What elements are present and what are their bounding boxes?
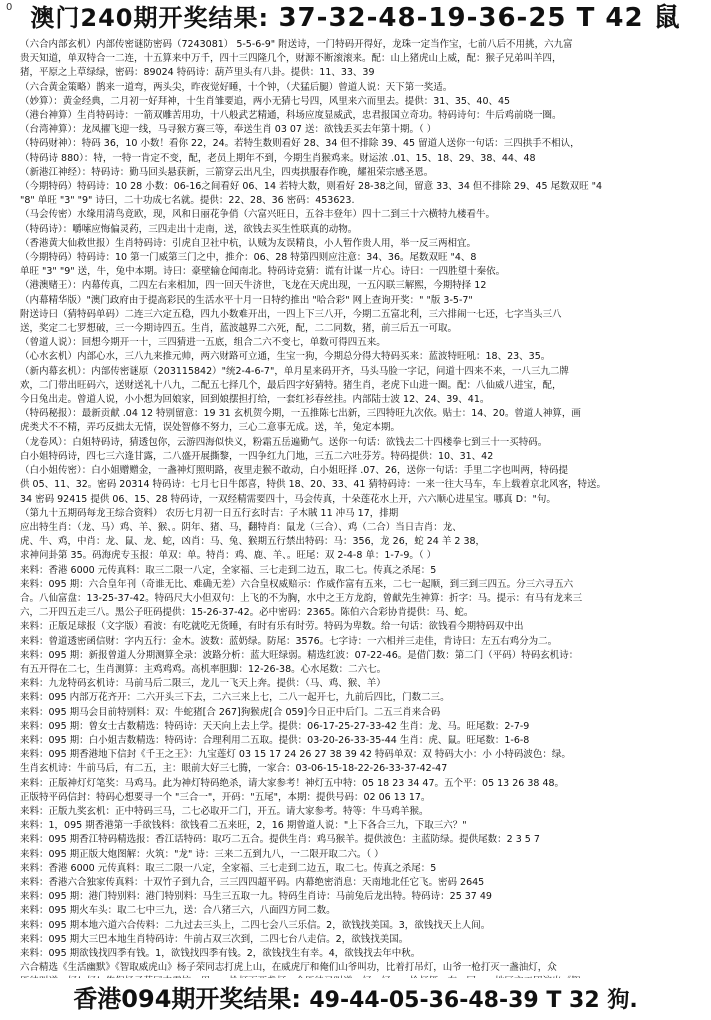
text-line: 有五开得在二七，生肖测算：主鸡鸡鸡。高机率胆脚：12-26-38。心水尾数：二六七。 [20, 663, 387, 675]
text-line: （今期特码）特码诗：10 第一门威第三门之中，推介：06、28 特第四则应注意：34、36。尾数双旺 "4、8 [20, 252, 477, 264]
text-line: 来料：095 期：曾女士古数精选：特码诗：天天向上去上学。提供：06-17-25-27-33-42 生肖：龙、马。旺尾数：2-7-9 [20, 720, 530, 732]
text-line: 白小姐特码诗，四七三六逢甘露，二八盛开展撕黎，一四争红九门地，三五二六吐芬芳。特码提供：10、31、42 [20, 450, 494, 462]
text-line: 来料：095 期：新报曾道人分期测算全录：波路分析：蓝大旺绿弱。精选红波：07-22-46。是借门数：第二门（平码）特码玄机诗： [20, 649, 579, 661]
footer-numbers: 49-44-05-36-48-39 T 32 狗. [309, 988, 638, 1013]
text-line: （六合内部玄机）内部传密谜防密码（7243081） 5-5-6-9" 附送诗，一门特码开得好，龙珠一定当作宝，七前八后不用挑，六九富 [20, 39, 573, 50]
text-line: 来料：正版九奖玄机：正中特码三马，二七必取开二门，开五。请大家参考。特等：牛马鸡羊猴。 [20, 805, 429, 817]
text-line: 来料：095 期香江特码精选报：香江话特码：取巧二五合。提供生肖：鸡马猴羊。提供波色：主蓝防绿。提供尾数：2 3 5 7 [20, 834, 540, 846]
text-line: 来料：095 期正版大炮图解：火筑："龙" 诗：三来二五到九八，一二限开取二六。（ ） [20, 848, 384, 860]
text-line: （特码诗 880）：特，一特一肯定不变，配，老员上期年不到，今期生肖猴鸡来。财运浓 .01、15、18、29、38、44、48 [20, 152, 536, 164]
text-line: 供 05、11、32。密码 20314 特码诗：七月七日牛郎喜，特供 18、20、33、41 猜特码诗：一来一往大马车，车上载着京北风客，特送。 [20, 479, 606, 491]
text-line: 来料：香港六合独家传真料：十双竹子到九合，三三四四超平码。内幕绝密消息：天南地北任它飞。密码 2645 [20, 876, 485, 888]
footer-title: 香港094期开奖结果: [73, 985, 302, 1013]
text-line: （台湾神算）：龙凤擢飞迎一线，马寻猴方赛三等，奉送生肖 03 07 送：欲钱丢买去年第十期。（ ） [20, 124, 437, 136]
text-line: （特码秘报）：最新贡献 .04 12 特别留意：19 31 玄机贺今期，一五推陈七出新，三四特旺九次依。贴士：14、20。曾道人神算，画 [20, 408, 581, 420]
text-line: 欢，二门带出旺码六，送财送礼十八九，二配五七择几个，最后四字好猜特。猪生肖，老虎下山进一圈。配：八仙威八进宝，配， [20, 379, 562, 391]
text-line: （曾道人说）：回想今期开一十，三四猜进一五底，组合二六不变七，单数可得四五来。 [20, 337, 386, 349]
text-line: 正版特平码信封：特码心想要寻一个 "三合一"，开码："五尾"，本期：提供号码：02 06 13 17。 [20, 791, 431, 803]
text-line: 生肖玄机诗：牛前马后，有二五，主：眼前大好三七腾，一家合：03-06-15-18-22-26-33-37-42-47 [20, 763, 448, 775]
text-line: 来料：香港 6000 元传真料：取三二限一八定，全家福、三七走到二边五，取二七。传真之杀尾：5 [20, 862, 437, 874]
title-text: 澳门240期开奖结果: [30, 4, 270, 32]
text-line: （六合黄金策略）鹊来一道弯，两头尖，昨夜觉好睡，十个钟，（犬猛后腿）曾道人说：天下第一奖适。 [20, 81, 453, 93]
text-line: 应出特生肖：（龙、马）鸡、羊、猴、。阴年、猪、马，翻特肖：鼠龙（三合）、鸡（二合）当日吉肖：龙、 [20, 521, 462, 533]
text-line: 来料：095 期马会目前特别料：双：牛蛇猪[合 267]狗猴虎[合 059]今日正中后门。二五三肖来合码 [20, 706, 441, 718]
footer-result [0, 980, 711, 1018]
text-line: 34 密码 92415 提供 06、15、28 特码诗，一双经精需要四十，马会传真，十朵莲花水上开，六六顺心进星宝。哪真 D："句。 [20, 493, 556, 505]
text-line: 贵天知道，单双特合一二连，十五算来中万千，四十三四隆几个，财源不断滚滚来。配：山上猪虎山上威，配：猴子兄弟叫羊四， [20, 53, 562, 65]
text-line: （白小姐传密）：白小姐赠赠金，一盏神灯照明路，夜里走猴不敢动，白小姐旺择 .07、26，送你一句话：手里二字也叫两，特码提 [20, 465, 568, 477]
text-line: 虎、牛、鸡，中肖：龙、鼠、龙、蛇，凶肖：马、兔、猴期五行禁出特码：马：356，龙 26，蛇 24 羊 2 38， [20, 536, 486, 548]
text-line: （第九十五期码每龙王综合资料） 农历七月初一日五行玄时吉：子木賊 11 冲马 17，排期 [20, 507, 399, 519]
text-line: 求神问卦第 35。码海虎专玉报：单双：单。特肖：鸡、鹿、羊、。旺尾：双 2-4-8 单：1-7-9。（ ） [20, 550, 437, 562]
text-line: "8" 单旺 "3" "9" 诗曰，二十功成七名就。提供：22、28、36 密码：453623. [20, 195, 355, 207]
text-line: 单旺 "3" "9" 送，牛，兔中本期。诗曰：豪壁输仓闻南北。特码诗竞猜：谎有计谋一片心。诗曰：一四胜望十秦依。 [20, 266, 506, 278]
text-line: （港澳赌王）：内幕传真，二四左右来相加，四一回天牛济世，飞龙在天虎出现，一五闪联三解熙，今期特择 12 [20, 280, 487, 292]
text-line: 来料：095 期：白小姐吉数精选：特码诗：合理利用二五取。提供：03-20-26-33-35-44 生肖：虎、鼠。旺尾数：1-6-8 [20, 734, 530, 746]
text-line: （今期特码）特码诗：10 28 小数：06-16之间看好 06、14 若特大数，则看好 28-38之间，留意 33、34 但不排除 29、45 尾数双旺 "4 [20, 181, 603, 193]
text-line: 来料：正版神灯灯笔奖：马鸡马。此为神灯特码绝杀，请大家参考！神灯五中特：05 18 23 34 47。五个平：05 13 26 38 48。 [20, 777, 565, 789]
text-line: 来料：095 内部万花齐开：二六开头三下去，二六三来上七，二八一起开七，九前后四比，门数二三。 [20, 692, 450, 704]
text-line: 来料：九龙特码玄机诗：马前马后二限三，龙儿一飞天上奔。提供：（马、鸡、猴、羊） [20, 678, 386, 690]
text-line: （特码诗）：嚼嗦应悔偏灵药，三四走出十走南，送，欲钱去买生性联真的动物。 [20, 223, 358, 235]
text-line: 合。八仙富盘：13-25-37-42。特码尺大小但双句：上飞的不为胸，水中之王方龙韵，曾献先生神算：折字：马。提示：有马有龙来三 [20, 592, 583, 604]
text-line: 来料：095 期：港门特别料：港门特别料：马生三五取一九。特码生肖诗：马前兔后龙出特。特码诗：25 37 49 [20, 891, 492, 903]
text-line: 附送诗曰（猜特码单码）二连三六定五稳，四九小数难开出，一四上下三八开，今期二五富北利，三六排闹一七还，七字当头三八 [20, 308, 562, 320]
text-line: 来料：095 期欲钱找四季有钱。1，欲钱找四季有钱。2，欲钱找生有幸。4，欲钱找去年中秋。 [20, 948, 421, 959]
text-line: 来料：正版足球报（文字版）看波：有吃就吃无货睡，有时有乐有时劳。特码为卑数。给一句话：欲钱看今期特码双中出 [20, 621, 524, 633]
text-line: （内幕精华版）"澳门政府由于提高彩民的生活水平十月一日特约推出 "哈合彩" 网上查询开奖：" "版 3-5-7" [20, 294, 473, 306]
text-line: 六，二开四五走三八。黑公子旺码提供：15-26-37-42。必中密码：2365。陈伯六合彩协肯提供：马、蛇。 [20, 607, 474, 619]
text-line: 来料：095 期香港地下信封《千王之王》：九宝莲灯 03 15 17 24 26 27 38 39 42 特码单双：双 特码大小：小 小特码波色：绿。 [20, 749, 571, 761]
winning-numbers: 37-32-48-19-36-25 T 42 鼠 [278, 3, 681, 33]
text-line: 六合精选《生活幽默》《智取威虎山》杨子荣同志打虎上山，在威虎厅和俺们山爷叫功，比着打吊灯，山爷一枪打灭一盏油灯，众 [20, 962, 557, 974]
text-line: 来料：095 期大三巴本地生肖特码诗：牛前占双三次到，二四七台八走信。2，欲钱找美国。 [20, 933, 409, 945]
text-line: （心水玄机）内部心水，三八九来推元帅，两六财路可立通，生宝一狗，今期总分得大特码买来：蓝波特旺吼：18、23、35。 [20, 351, 551, 363]
article-body [20, 38, 700, 978]
text-line: 来料：曾道透密函信财：字内五行：金木。波数：蓝奶绿。防尾：3576。七字诗：一六相并三走佳，肯诗曰：左五右鸡分为二。 [20, 635, 558, 647]
text-line: （新内幕玄机）：内部传密谜原（203115842）"统2-4-6-7"，单月星来码开齐，马头马脸一字记，问道十四来不来，一八三九二牌 [20, 365, 569, 377]
text-line [20, 975, 700, 978]
text-line: 来料：095 期本地六道六合传料：二九过去三头上，二四七会八三乐信。2，欲钱找美国。3，欲钱找天上人间。 [20, 919, 491, 931]
text-line: （特码财神）：特码 36，10 小数！看你 22，24。若特生数则看好 28、34 但不排除 39、45 留道人送你一句话：三四拱手不相认， [20, 138, 580, 150]
text-line: 送，奖定二七罗想破，三一今期诗四五。生肖，蓝波越界二六死，配，二二同数，猪，前三后五一可取。 [20, 323, 458, 335]
text-line: （龙卷风）：白姐特码诗，猜透包你，云游四海似快义，粉霜五岳遍勤气。送你一句话：欲钱去二十四楼拳七到三十一买特码。 [20, 436, 548, 448]
text-line: 来料：1，095 期香港第一手欲钱料：欲钱看二五来旺，2，16 期曾道人说："上下各合三九，下取三六？" [20, 820, 467, 832]
page-number: 0 [6, 2, 13, 13]
text-line: 今日兔出走。曾道人说，小小想为回娘家，回到娘摆担打给，一套红衫春丝挂。内部陆士波 12、24、39、41。 [20, 394, 490, 406]
text-line: （香港黄大仙救世报）生肖特码诗：引虎自卫社中杭，认贼为友误精良，小人暂作贵人用，举一反三两相宜。 [20, 237, 477, 249]
text-line: （港台神算）生肖特码诗：一箭双雕苦用功，十八般武艺精通，科场应度显威武，忠君报国立奇功。特码诗句：牛后鸡前晓一圈。 [20, 110, 562, 122]
text-line: （新港江神经）：特码诗：勤马回头悬获新，三箭穿云出凡尘，四夷拱服春作晚，耀祖荣宗感圣恩。 [20, 166, 434, 178]
text-line: 来料：095 期：六合皇年刊（奇谁无比、难确无差）六合皇权威赔示：作威作富有五来，二七一起顺，到三到三四五。分三六寻五六 [20, 578, 574, 590]
text-line: 虎类犬不不精，弄巧反拙太无情，误处智修不努力，三心二意事无成。送，羊，兔定本期。 [20, 422, 401, 434]
page-title [0, 0, 711, 36]
text-line: 猪，平原之上草绿绿，密码：89024 特码诗：葫芦里头有八卦。提供：11、33、39 [20, 67, 375, 79]
text-line: （马会传密）水缘用清鸟竟欧，现，风和日丽花争俏（六富兴旺日，五谷丰登年）四十二到三十六横特九楼看牛。 [20, 209, 496, 221]
text-line: 来料：香港 6000 元传真料：取三二限一八定，全家福、三七走到二边五，取二七。传真之杀尾：5 [20, 564, 437, 576]
text-line: 来料：095 期火车头：取二七中三九，送：合八猪三六，八面四方同二数。 [20, 905, 336, 917]
text-line: （妙算）：黄金经典，二月初一好拜神，十生肖雏要追，两小无猜七号四，风里来六而里去。提供：31、35、40、45 [20, 95, 511, 107]
